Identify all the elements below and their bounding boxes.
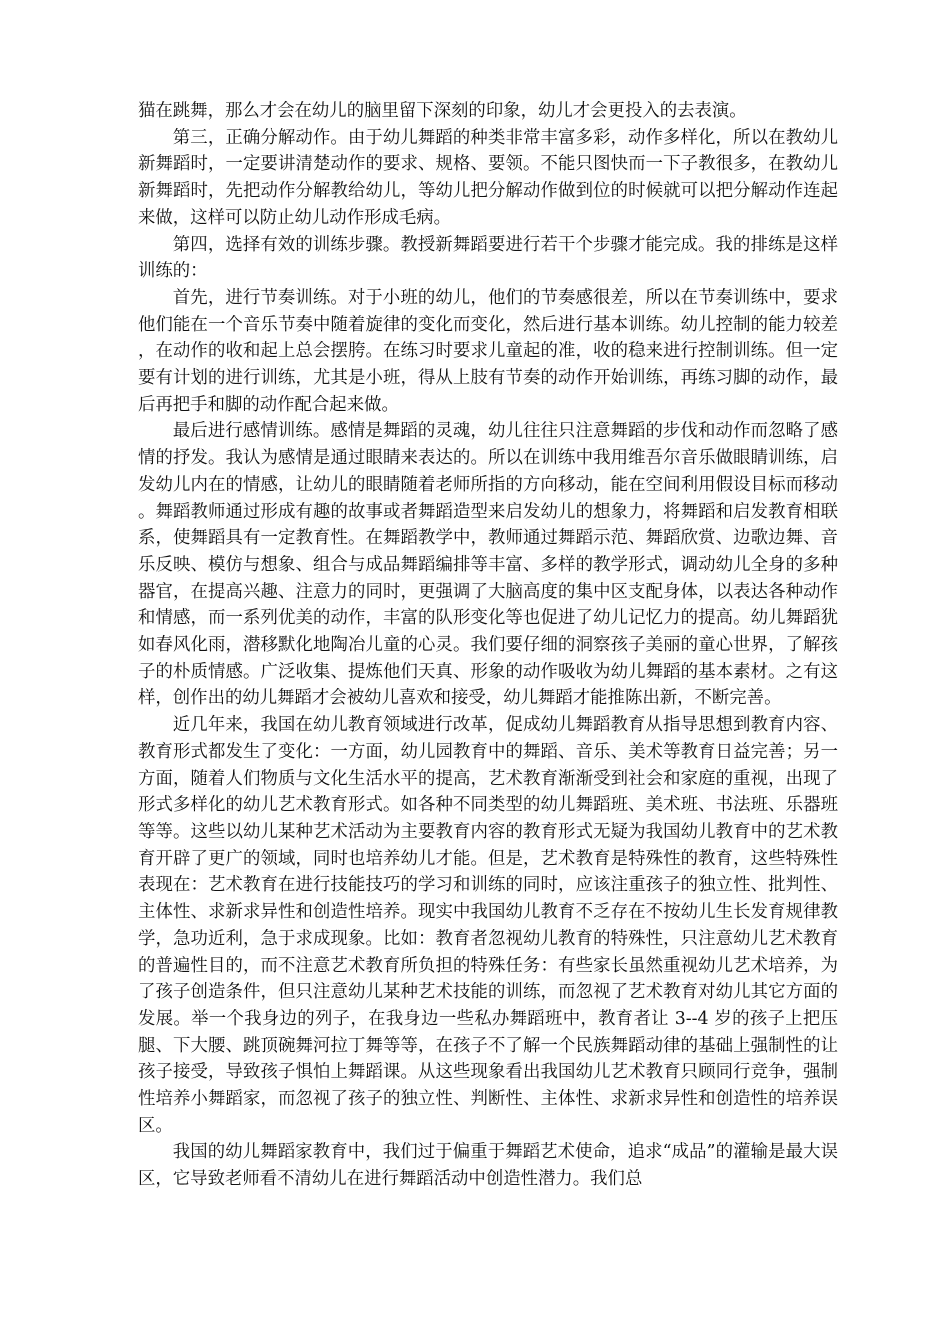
paragraph-misconceptions: 我国的幼儿舞蹈家教育中，我们过于偏重于舞蹈艺术使命，追求“成品”的灌输是最大误区，它导致老师看不清幼儿在进行舞蹈活动中创造性潜力。我们总 <box>138 1142 838 1190</box>
paragraph-education-reform: 近几年来，我国在幼儿教育领域进行改革，促成幼儿舞蹈教育从指导思想到教育内容、教育形式都发生了变化：一方面，幼儿园教育中的舞蹈、音乐、美术等教育日益完善；另一方面，随着人们物质与文化生活水平的提高，艺术教育渐渐受到社会和家庭的重视，出现了形式多样化的幼儿艺术教育形式。如各种不同类型的幼儿舞蹈班、美术班、书法班、乐器班等等。这些以幼儿某种艺术活动为主要教育内容的教育形式无疑为我国幼儿教育中的艺术教育开辟了更广的领域，同时也培养幼儿才能。但是，艺术教育是特殊性的教育，这些特殊性表现在：艺术教育在进行技能技巧的学习和训练的同时，应该注重孩子的独立性、批判性、主体性、求新求异性和创造性培养。现实中我国幼儿教育不乏存在不按幼儿生长发育规律教学，急功近利，急于求成现象。比如：教育者忽视幼儿教育的特殊性，只注意幼儿艺术教育的普遍性目的，而不注意艺术教育所负担的特殊任务：有些家长虽然重视幼儿艺术培养，为了孩子创造条件，但只注意幼儿某种艺术技能的训练，而忽视了艺术教育对幼儿其它方面的发展。举一个我身边的列子，在我身边一些私办舞蹈班中，教育者让 3--4 岁的孩子上把压腿、下大腰、跳顶碗舞河拉丁舞等等，在孩子不了解一个民族舞蹈动律的基础上强制性的让孩子接受，导致孩子惧怕上舞蹈课。从这些现象看出我国幼儿艺术教育只顾同行竞争，强制性培养小舞蹈家，而忽视了孩子的独立性、判断性、主体性、求新求异性和创造性的培养误区。 <box>138 715 838 1136</box>
paragraph-training-steps: 第四，选择有效的训练步骤。教授新舞蹈要进行若干个步骤才能完成。我的排练是这样训练的： <box>138 234 838 282</box>
paragraph-decompose-moves: 第三，正确分解动作。由于幼儿舞蹈的种类非常丰富多彩，动作多样化，所以在教幼儿新舞蹈时，一定要讲清楚动作的要求、规格、要领。不能只图快而一下子教很多，在教幼儿新舞蹈时，先把动作分解教给幼儿，等幼儿把分解动作做到位的时候就可以把分解动作连起来做，这样可以防止幼儿动作形成毛病。 <box>138 127 838 228</box>
paragraph-rhythm-training: 首先，进行节奏训练。对于小班的幼儿，他们的节奏感很差，所以在节奏训练中，要求他们能在一个音乐节奏中随着旋律的变化而变化，然后进行基本训练。幼儿控制的能力较差，在动作的收和起上总会摆胯。在练习时要求儿童起的准，收的稳来进行控制训练。但一定要有计划的进行训练，尤其是小班，得从上肢有节奏的动作开始训练，再练习脚的动作，最后再把手和脚的动作配合起来做。 <box>138 287 838 415</box>
paragraph-continuation: 猫在跳舞，那么才会在幼儿的脑里留下深刻的印象，幼儿才会更投入的去表演。 <box>138 101 747 121</box>
document-body <box>138 98 838 1193</box>
paragraph-emotion-training: 最后进行感情训练。感情是舞蹈的灵魂，幼儿往往只注意舞蹈的步伐和动作而忽略了感情的抒发。我认为感情是通过眼睛来表达的。所以在训练中我用维吾尔音乐做眼睛训练，启发幼儿内在的情感，让幼儿的眼睛随着老师所指的方向移动，能在空间利用假设目标而移动。舞蹈教师通过形成有趣的故事或者舞蹈造型来启发幼儿的想象力，将舞蹈和启发教育相联系，使舞蹈具有一定教育性。在舞蹈教学中，教师通过舞蹈示范、舞蹈欣赏、边歌边舞、音乐反映、模仿与想象、组合与成品舞蹈编排等丰富、多样的教学形式，调动幼儿全身的多种器官，在提高兴趣、注意力的同时，更强调了大脑高度的集中区支配身体，以表达各种动作和情感，而一系列优美的动作，丰富的队形变化等也促进了幼儿记忆力的提高。幼儿舞蹈犹如春风化雨，潜移默化地陶冶儿童的心灵。我们要仔细的洞察孩子美丽的童心世界，了解孩子的朴质情感。广泛收集、提炼他们天真、形象的动作吸收为幼儿舞蹈的基本素材。之有这样，创作出的幼儿舞蹈才会被幼儿喜欢和接受，幼儿舞蹈才能推陈出新，不断完善。 <box>138 421 838 709</box>
